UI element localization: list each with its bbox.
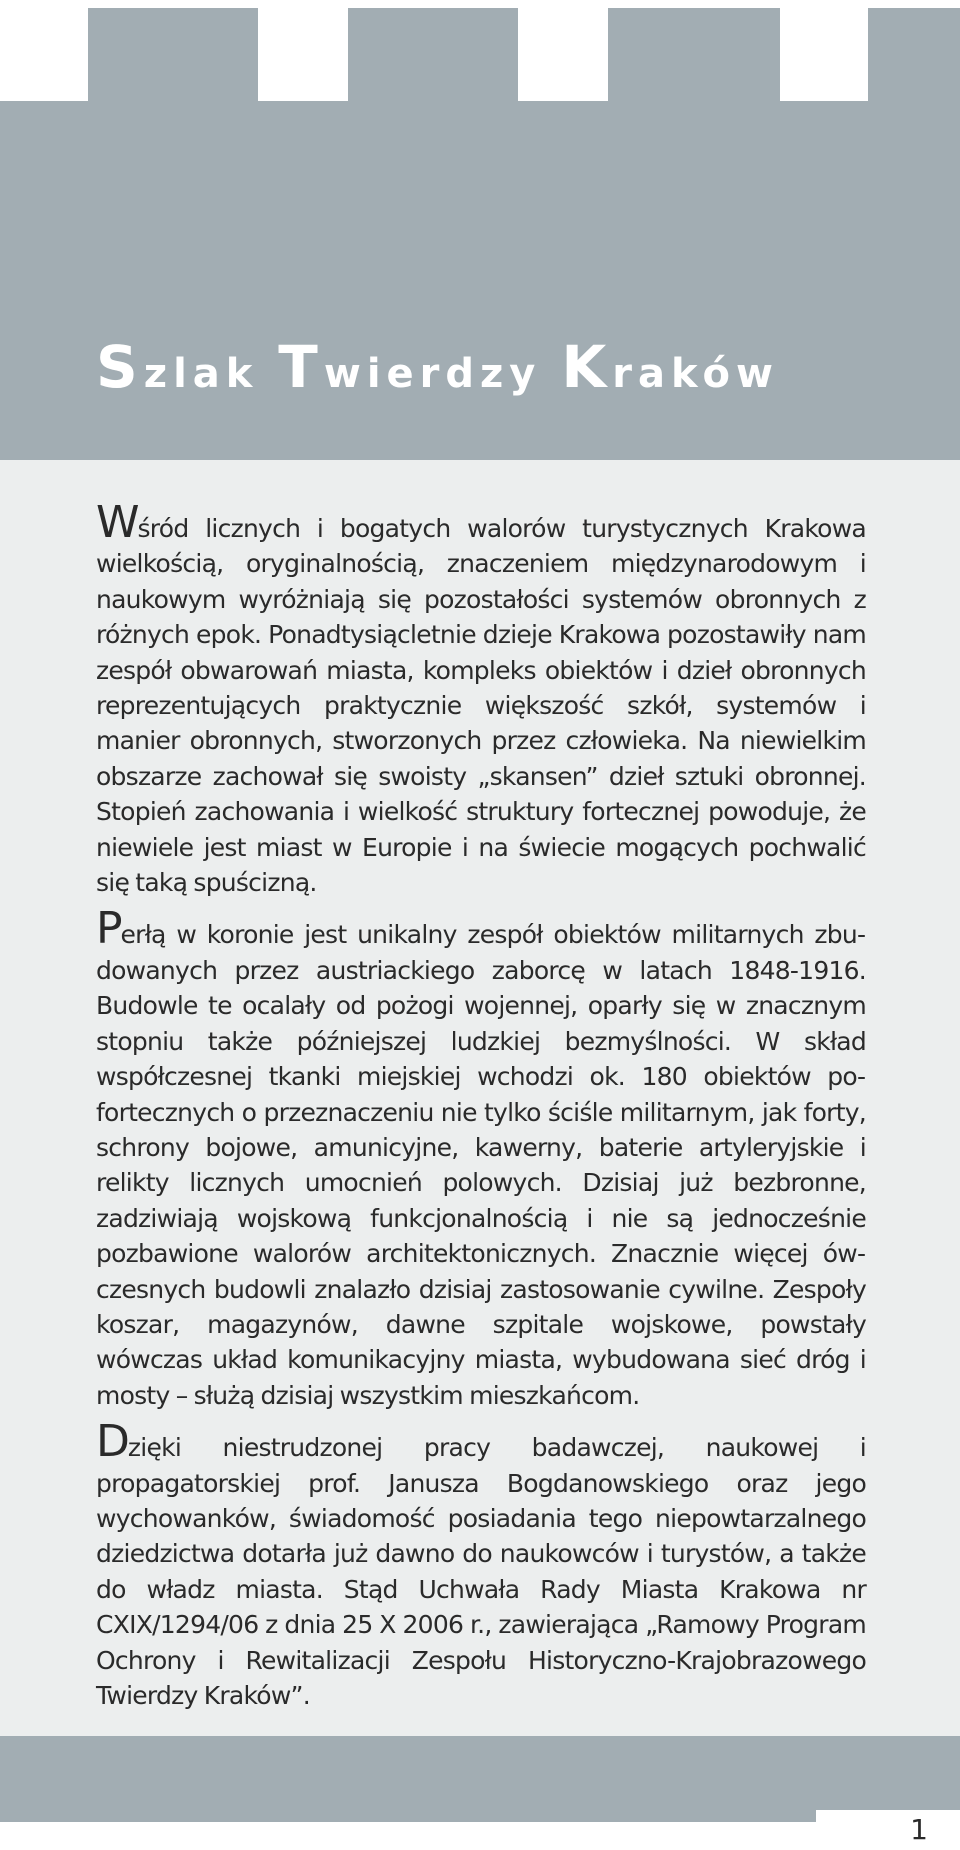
body-text — [96, 497, 866, 1727]
page-number-box — [816, 1810, 960, 1850]
paragraph — [96, 903, 866, 1413]
drop-cap: W — [96, 497, 138, 548]
header-band — [0, 101, 960, 460]
paragraph-text: śród licznych i bogatych walorów turystycznych Krakowa wielkością, oryginalnością, znaczeniem międzynarodowym i naukowym wyróżniają się pozostałości systemów obronnych z różnych epok. Ponadtysiącletnie dzieje Krakowa pozostawiły nam zespół obwarowań miasta, kompleks obiektów i dzieł obronnych reprezentujących praktycznie większość szkół, systemów i manier obronnych, stworzonych przez człowieka. Na niewielkim obszarze zachował się swoisty „skansen” dzieł sztuki obronnej. Stopień zachowania i wielkość struktury fortecznej powoduje, że niewiele jest miast w Europie i na świecie mogących pochwalić się taką spuścizną. — [96, 514, 866, 898]
battlement-merlon — [348, 8, 518, 102]
paragraph — [96, 1416, 866, 1713]
paragraph-text: erłą w koronie jest unikalny zespół obiektów militarnych zbudowanych przez austriackiego zaborcę w latach 1848-1916. Budowle te ocalały od pożogi wojennej, oparły się w znacznym stopniu także późniejszej ludzkiej bezmyślności. W skład współczesnej tkanki miejskiej wchodzi ok. 180 obiektów pofortecznych o przeznaczeniu nie tylko ściśle militarnym, jak forty, schrony bojowe, amunicyjne, kawerny, baterie artyleryjskie i relikty licznych umocnień polowych. Dzisiaj już bezbronne, zadziwiają wojskową funkcjonalnością i nie są jednocześnie pozbawione walorów architektonicznych. Znacznie więcej ówczesnych budowli znalazło dzisiaj zastosowanie cywilne. Zespoły koszar, magazynów, dawne szpitale wojskowe, powstały wówczas układ komunikacyjny miasta, wybudowana sieć dróg i mosty – służą dzisiaj wszystkim mieszkańcom. — [96, 920, 866, 1410]
paragraph — [96, 497, 866, 900]
drop-cap: D — [96, 1416, 128, 1468]
title-word: raków — [612, 351, 779, 397]
battlement-merlon — [608, 8, 780, 102]
battlement-merlon — [88, 8, 258, 102]
title-initial: K — [561, 333, 613, 401]
title-word: wierdzy — [323, 351, 562, 397]
header — [0, 0, 960, 460]
page-title — [96, 333, 779, 401]
title-initial: S — [96, 333, 144, 401]
title-initial: T — [278, 333, 324, 401]
title-word: zlak — [143, 351, 279, 397]
battlement-merlon — [868, 8, 960, 102]
page-number: 1 — [910, 1813, 928, 1846]
content-area — [0, 460, 960, 1736]
footer-band — [0, 1736, 960, 1846]
paragraph-text: zięki niestrudzonej pracy badawczej, naukowej i propagatorskiej prof. Janusza Bogdanowskiego oraz jego wychowanków, świadomość posiadania tego niepowtarzalnego dziedzictwa dotarła już dawno do naukowców i turystów, a także do władz miasta. Stąd Uchwała Rady Miasta Krakowa nr CXIX/1294/06 z dnia 25 X 2006 r., zawierająca „Ramowy Program Ochrony i Rewitalizacji Zespołu Historyczno-Krajobrazowego Twierdzy Kraków”. — [96, 1433, 866, 1710]
drop-cap: P — [96, 903, 121, 955]
